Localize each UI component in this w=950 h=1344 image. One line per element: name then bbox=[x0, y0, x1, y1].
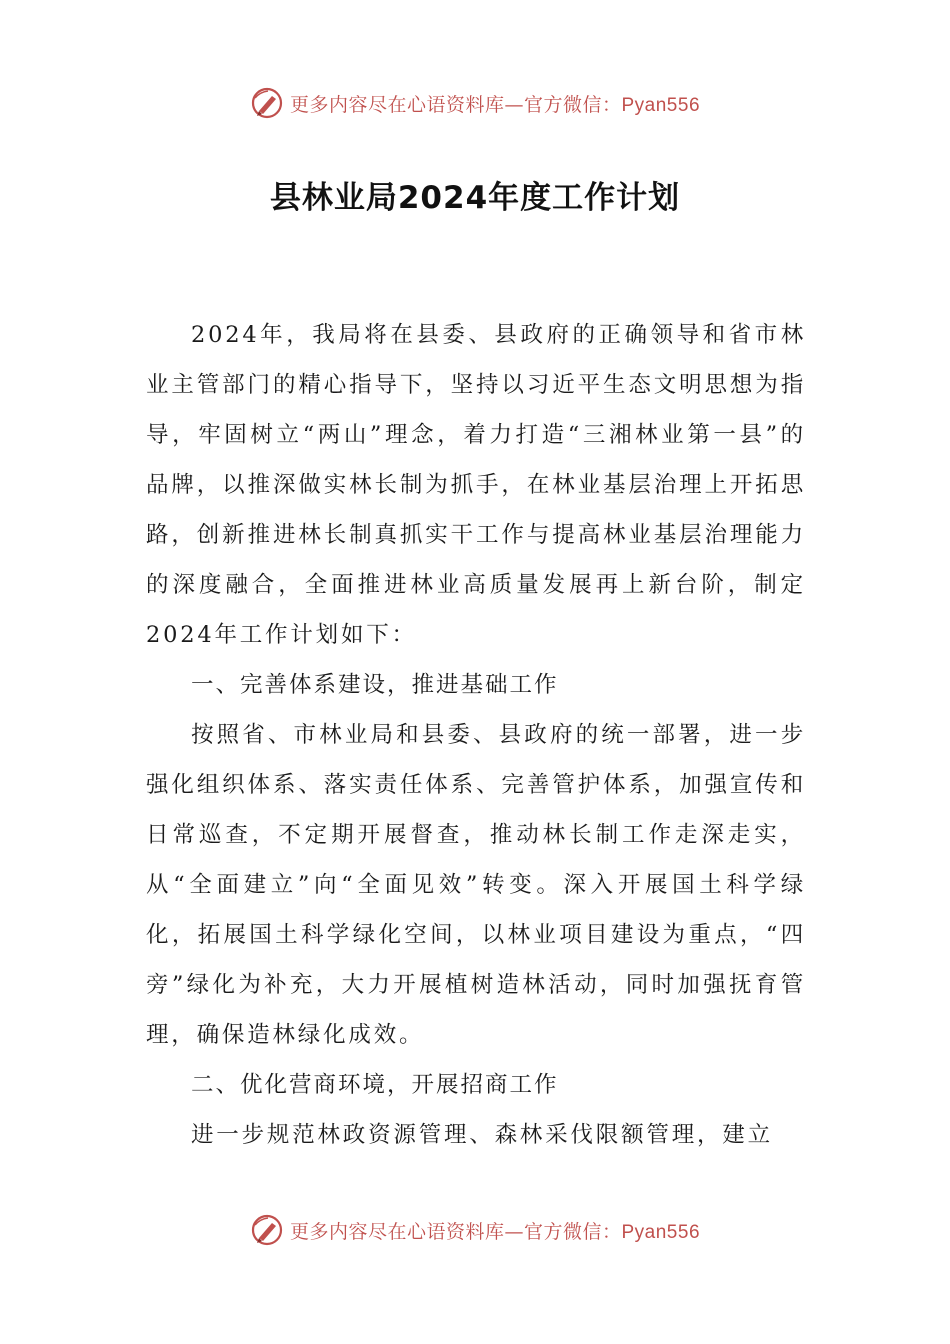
watermark-contact-prefix: 官方微信： bbox=[523, 1220, 622, 1243]
document-body bbox=[146, 310, 806, 1160]
header-watermark bbox=[0, 83, 950, 123]
footer-watermark bbox=[0, 1210, 950, 1250]
section-2-paragraph: 进一步规范林政资源管理、森林采伐限额管理，建立 bbox=[191, 1122, 773, 1148]
pen-logo-icon bbox=[250, 86, 284, 120]
watermark-separator: — bbox=[504, 93, 524, 116]
watermark-contact-prefix: 官方微信： bbox=[523, 93, 622, 116]
watermark-separator: — bbox=[504, 1220, 524, 1243]
section-1-paragraph: 按照省、市林业局和县委、县政府的统一部署，进一步强化组织体系、落实责任体系、完善管护体系，加强宣传和日常巡查，不定期开展督查，推动林长制工作走深走实，从“全面建立”向“全面见效”转变。深入开展国土科学绿化，拓展国土科学绿化空间，以林业项目建设为重点，“四旁”绿化为补充，大力开展植树造林活动，同时加强抚育管理，确保造林绿化成效。 bbox=[146, 722, 806, 1048]
watermark-text bbox=[290, 90, 700, 117]
section-heading-2: 二、优化营商环境，开展招商工作 bbox=[191, 1072, 559, 1098]
intro-paragraph: 2024年，我局将在县委、县政府的正确领导和省市林业主管部门的精心指导下，坚持以习近平生态文明思想为指导，牢固树立“两山”理念，着力打造“三湘林业第一县”的品牌，以推深做实林长制为抓手，在林业基层治理上开拓思路，创新推进林长制真抓实干工作与提高林业基层治理能力的深度融合，全面推进林业高质量发展再上新台阶，制定2024年工作计划如下： bbox=[146, 322, 806, 648]
watermark-brand: 更多内容尽在心语资料库 bbox=[289, 93, 505, 116]
document-title: 县林业局2024年度工作计划 bbox=[269, 180, 681, 216]
watermark-contact-id: Pyan556 bbox=[621, 94, 701, 116]
watermark-text bbox=[290, 1217, 700, 1244]
section-heading-1: 一、完善体系建设，推进基础工作 bbox=[191, 672, 559, 698]
pen-logo-icon bbox=[250, 1213, 284, 1247]
watermark-contact-id: Pyan556 bbox=[621, 1221, 701, 1243]
watermark-brand: 更多内容尽在心语资料库 bbox=[289, 1220, 505, 1243]
